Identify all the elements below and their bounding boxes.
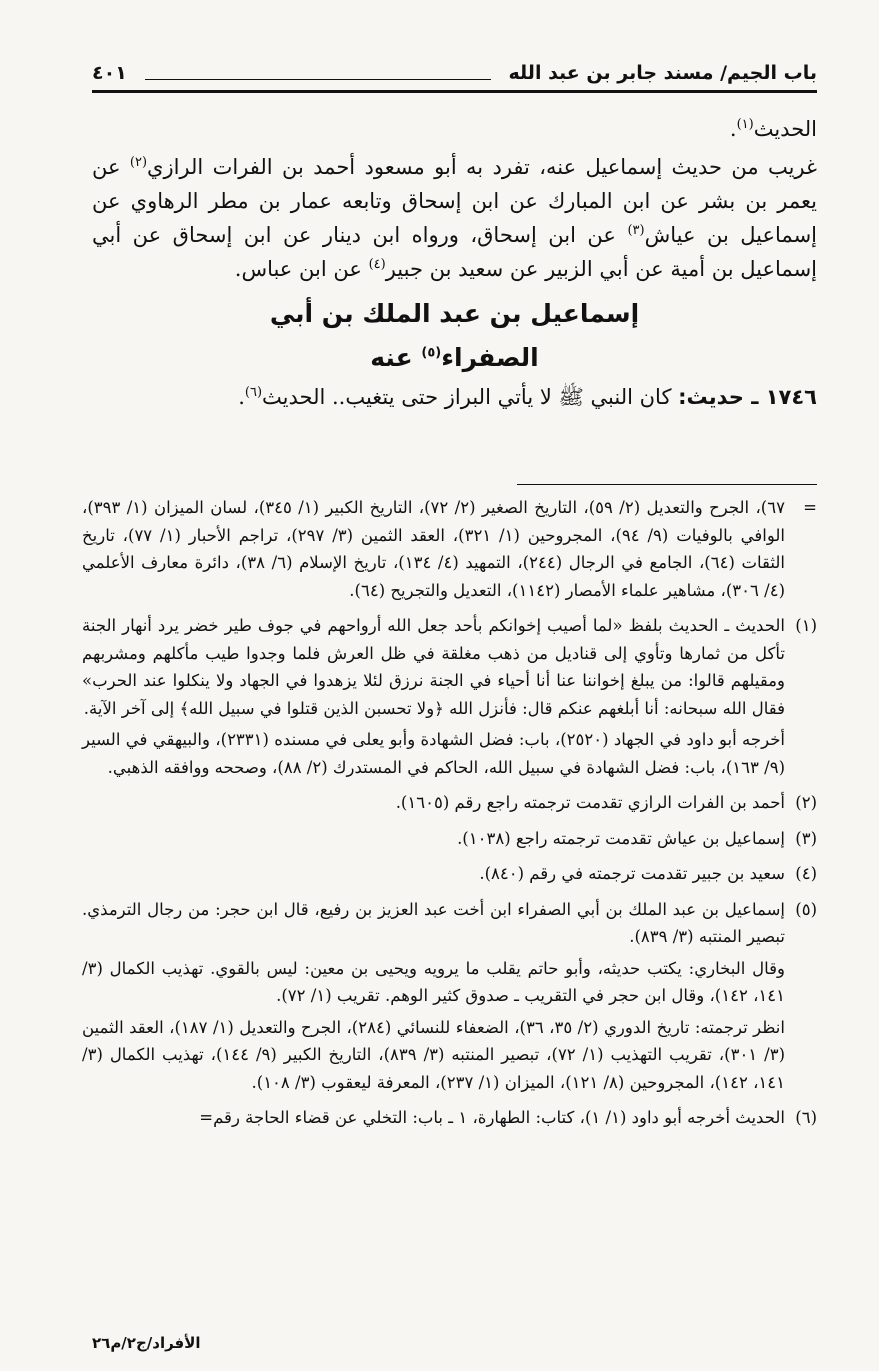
footnote-ref: (٤) (368, 257, 386, 272)
footnote-number: (١) (795, 616, 817, 635)
footnote-ref: (٣) (627, 223, 645, 238)
section-heading: إسماعيل بن عبد الملك بن أبي الصفراء$^{(٥)}$ عنه (269, 299, 640, 372)
footnote-ref: (٦) (244, 385, 263, 400)
header-rule (145, 79, 491, 80)
footnote-text (82, 860, 785, 892)
footnote-paragraph: الحديث ـ الحديث بلفظ «لما أصيب إخوانكم بأحد جعل الله أرواحهم في جوف طير خضر يرد أنهار الجنة تأكل من ثمارها وتأوي إلى قناديل من ذهب مغلقة في ظل العرش فلما وجدوا طيب مأكلهم ومشربهم ومقيلهم قالوا: من يبلغ إخواننا عنا أنا أحياء في الجنة نرزق لئلا يزهدوا في الجهاد ولا ينكلوا عند الحرب» فقال الله سبحانه: أنا أبلغهم عنكم قال: فأنزل الله ﴿ولا تحسبن الذين قتلوا في سبيل الله﴾ إلى آخر الآية. (82, 616, 785, 718)
footnote-text (82, 494, 785, 608)
footnote-text (82, 789, 785, 821)
footnote-text (82, 896, 785, 1101)
footnote-paragraph: انظر ترجمته: تاريخ الدوري (٢/ ٣٥، ٣٦)، الضعفاء للنسائي (٢٨٤)، الجرح والتعديل (١/ ١٨٧)، العقد الثمين (٣/ ٣٠١)، تقريب التهذيب (١/ ٧٢)، تبصير المنتبه (٣/ ٨٣٩)، التاريخ الكبير (٩/ ١٤٤)، تهذيب الكمال (٣/ ١٤١، ١٤٢)، المجروحين (٨/ ١٢١)، الميزان (١/ ٢٣٧)، المعرفة ليعقوب (٣/ ١٠٨). (82, 1017, 785, 1092)
footnote-paragraph: سعيد بن جبير تقدمت ترجمته في رقم (٨٤٠). (479, 864, 785, 883)
footnote-ref: (١) (736, 117, 754, 132)
footnote (82, 789, 817, 821)
page-number: ٤٠١ (92, 62, 127, 84)
footnote-number: (٣) (795, 828, 817, 848)
footnote-paragraph: أخرجه أبو داود في الجهاد (٢٥٢٠)، باب: فضل الشهادة وأبو يعلى في مسنده (٢٣٣١)، والبيهقي في السير (٩/ ١٦٣)، باب: فضل الشهادة في سبيل الله، الحاكم في المستدرك (٢/ ٨٨)، وصححه ووافقه الذهبي. (82, 730, 785, 777)
text-paragraph: غريب من حديث إسماعيل عنه، تفرد به أبو مسعود أحمد بن الفرات الرازي$^{(٢)}$ عن يعمر بن بشر عن ابن المبارك عن ابن إسحاق وتابعه عمار بن مطر الرهاوي عن إسماعيل بن عياش$^{(٣)}$ عن ابن إسحاق، ورواه ابن دينار عن ابن إسحاق عن أبي إسماعيل بن أمية عن أبي الزبير عن سعيد بن جبير$^{(٤)}$ عن ابن عباس. (92, 155, 818, 281)
footnote-ref: (٢) (129, 155, 148, 170)
footnote-text (82, 612, 785, 785)
footnote-paragraph: وقال البخاري: يكتب حديثه، وأبو حاتم يقلب ما يرويه ويحيى بن معين: ليس بالقوي. تهذيب الكمال (٣/ ١٤١، ١٤٢)، وقال ابن حجر في التقريب ـ صدوق كثير الوهم. تقريب (١/ ٧٢). (82, 958, 785, 1005)
footnote-paragraph: إسماعيل بن عياش تقدمت ترجمته راجع (١٠٣٨). (457, 828, 785, 848)
footnote-ref: (٥) (421, 345, 442, 361)
signature-mark: الأفراد/ج٢/م٢٦ (92, 1334, 201, 1352)
main-text (92, 112, 817, 418)
footnote (82, 825, 817, 857)
footnote-number: (٦) (795, 1108, 817, 1127)
chapter-title: باب الجيم/ مسند جابر بن عبد الله (508, 62, 817, 84)
hadith-label: ١٧٤٦ ـ حديث: (678, 385, 817, 409)
footnote-paragraph: الحديث أخرجه أبو داود (١/ ١)، كتاب: الطهارة، ١ ـ باب: التخلي عن قضاء الحاجة رقم= (199, 1108, 785, 1127)
footnote-number: = (803, 498, 817, 517)
footnote-paragraph: إسماعيل بن عبد الملك بن أبي الصفراء ابن أخت عبد العزيز بن رفيع، قال ابن حجر: من رجال الترمذي. تبصير المنتبه (٣/ ٨٣٩). (82, 899, 785, 946)
hadith-entry: ١٧٤٦ ـ حديث: كان النبي ﷺ لا يأتي البراز حتى يتغيب.. الحديث$^{(٦)}$. (238, 385, 817, 409)
text-line: الحديث$^{(١)}$. (729, 117, 817, 141)
footnote-paragraph: أحمد بن الفرات الرازي تقدمت ترجمته راجع رقم (١٦٠٥). (395, 793, 785, 812)
footnote-paragraph: ٦٧)، الجرح والتعديل (٢/ ٥٩)، التاريخ الصغير (٢/ ٧٢)، التاريخ الكبير (١/ ٣٤٥)، لسان الميزان (١/ ٣٩٣)، الوافي بالوفيات (٩/ ٩٤)، المجروحين (١/ ٣٢١)، العقد الثمين (٣/ ٢٩٧)، تراجم الأحبار (١/ ٧٧)، تاريخ الثقات (٦٤)، الجامع في الرجال (٢٤٤)، التمهيد (٤/ ١٣٤)، تاريخ الإسلام (٦/ ٣٨)، دائرة معارف الأعلمي (٤/ ٣٠٦)، مشاهير علماء الأمصار (١١٤٢)، التعديل والتجريح (٦٤). (82, 498, 785, 600)
footnote (82, 1104, 817, 1136)
footnote-number: (٢) (795, 793, 817, 812)
running-header (92, 54, 817, 93)
footnote (82, 860, 817, 892)
footnote-text (82, 1104, 785, 1136)
footnote-separator (517, 484, 817, 485)
footnote (82, 612, 817, 785)
footnote-text (82, 825, 785, 857)
footnote-number: (٤) (795, 864, 817, 883)
footnote (82, 494, 817, 608)
footnotes (82, 494, 817, 1140)
footnote-number: (٥) (795, 899, 817, 919)
footnote (82, 896, 817, 1101)
